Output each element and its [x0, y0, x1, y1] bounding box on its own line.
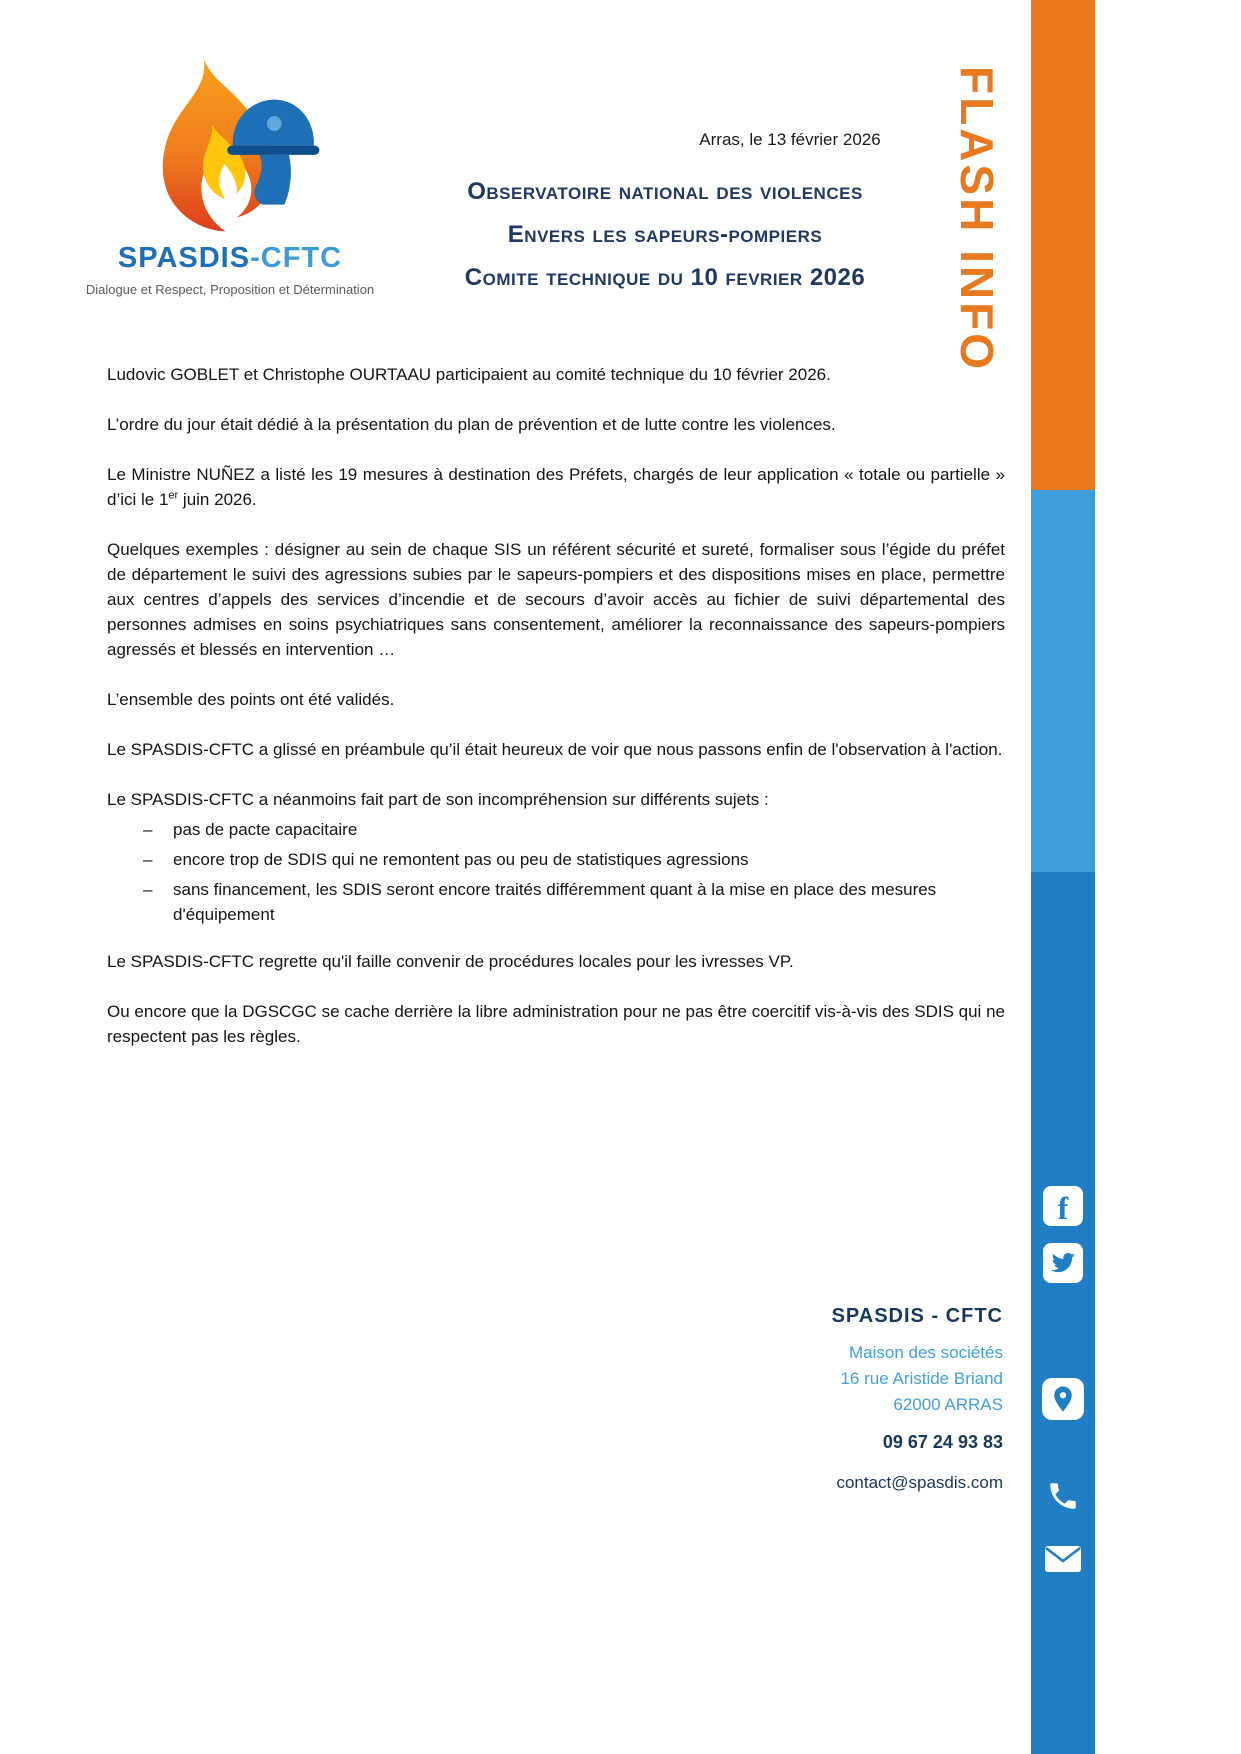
location-pin-icon — [1042, 1378, 1084, 1420]
facebook-icon[interactable] — [1043, 1186, 1083, 1226]
title-line-2: Envers les sapeurs-pompiers — [507, 221, 823, 248]
footer-address-line-1: Maison des sociétés — [848, 1343, 1003, 1362]
bullet-dash-icon: – — [143, 880, 153, 899]
phone-handset-glyph — [1046, 1479, 1080, 1513]
band-lightblue-segment — [1031, 490, 1095, 872]
list-item — [107, 877, 1005, 927]
paragraph-2: L’ordre du jour était dédié à la présentation du plan de prévention et de lutte contre les violences. — [107, 415, 836, 434]
bullet-text: pas de pacte capacitaire — [173, 820, 358, 839]
twitter-icon[interactable] — [1043, 1243, 1083, 1283]
bullet-dash-icon: – — [143, 850, 153, 869]
footer-email[interactable]: contact@spasdis.com — [836, 1473, 1003, 1492]
spasdis-flame-helmet-logo-icon — [124, 55, 336, 240]
paragraph-9: Ou encore que la DGSCGC se cache derrière la libre administration pour ne pas être coercitif vis-à-vis des SDIS qui ne respectent pas les règles. — [107, 1002, 1005, 1046]
logo-name-secondary: -CFTC — [250, 242, 343, 274]
bullet-dash-icon: – — [143, 820, 153, 839]
list-item — [107, 847, 1005, 872]
footer-address-line-2: 16 rue Aristide Briand — [840, 1369, 1003, 1388]
band-orange-segment — [1031, 0, 1095, 490]
footer-address-line-3: 62000 ARRAS — [893, 1395, 1003, 1414]
date-line: Arras, le 13 février 2026 — [699, 130, 881, 149]
title-line-1: Observatoire national des violences — [467, 178, 863, 205]
paragraph-3 — [107, 462, 1005, 512]
logo — [75, 55, 385, 297]
band-blue-segment — [1031, 872, 1095, 1754]
paragraph-6: Le SPASDIS-CFTC a glissé en préambule qu’il était heureux de voir que nous passons enfin de l'observation à l'action. — [107, 740, 1003, 759]
logo-name-primary: SPASDIS — [117, 242, 251, 274]
map-pin-glyph — [1048, 1384, 1078, 1414]
list-item — [107, 817, 1005, 842]
paragraph-3-text-after: juin 2026. — [178, 490, 257, 509]
paragraph-3-text: Le Ministre NUÑEZ a listé les 19 mesures à destination des Préfets, chargés de leur application « totale ou partielle » d’ici le 1 — [107, 465, 1005, 509]
bullet-list — [107, 817, 1005, 927]
title-line-3: Comite technique du 10 fevrier 2026 — [464, 264, 866, 291]
contact-block — [832, 1305, 1003, 1493]
footer-org-name: SPASDIS - CFTC — [831, 1305, 1003, 1327]
bullet-text: encore trop de SDIS qui ne remontent pas ou peu de statistiques agressions — [173, 850, 749, 869]
phone-icon — [1043, 1476, 1083, 1516]
logo-name — [75, 242, 385, 275]
paragraph-8: Le SPASDIS-CFTC regrette qu'il faille convenir de procédures locales pour les ivresses VP. — [107, 952, 794, 971]
facebook-f-glyph: f — [1057, 1190, 1069, 1226]
paragraph-1: Ludovic GOBLET et Christophe OURTAAU participaient au comité technique du 10 février 2026. — [107, 365, 831, 384]
paragraph-4: Quelques exemples : désigner au sein de chaque SIS un référent sécurité et sureté, formaliser sous l’égide du préfet de département le suivi des agressions subies par le sapeurs-pompiers et des dispositions mises en place, permettre aux centres d’appels des services d’incendie et de secours d’avoir accès au fichier de suivi départemental des personnes admises en soins psychiatriques sans consentement, améliorer la reconnaissance des sapeurs-pompiers agressés et blessés en intervention … — [107, 540, 1005, 659]
twitter-bird-icon — [1050, 1250, 1076, 1276]
bullet-text: sans financement, les SDIS seront encore traités différemment quant à la mise en place des mesures d'équipement — [173, 880, 937, 924]
ordinal-superscript: er — [168, 489, 179, 502]
envelope-glyph — [1044, 1545, 1082, 1573]
paragraph-5: L’ensemble des points ont été validés. — [107, 690, 395, 709]
side-band — [1031, 0, 1095, 1754]
flash-info-banner: FLASH INFO — [951, 66, 1003, 372]
paragraph-7: Le SPASDIS-CFTC a néanmoins fait part de son incompréhension sur différents sujets : — [107, 790, 769, 809]
document-body — [107, 362, 1005, 1074]
document-title — [355, 170, 975, 299]
logo-tagline: Dialogue et Respect, Proposition et Détermination — [85, 282, 375, 297]
footer-phone: 09 67 24 93 83 — [882, 1432, 1003, 1452]
envelope-icon — [1043, 1544, 1083, 1574]
